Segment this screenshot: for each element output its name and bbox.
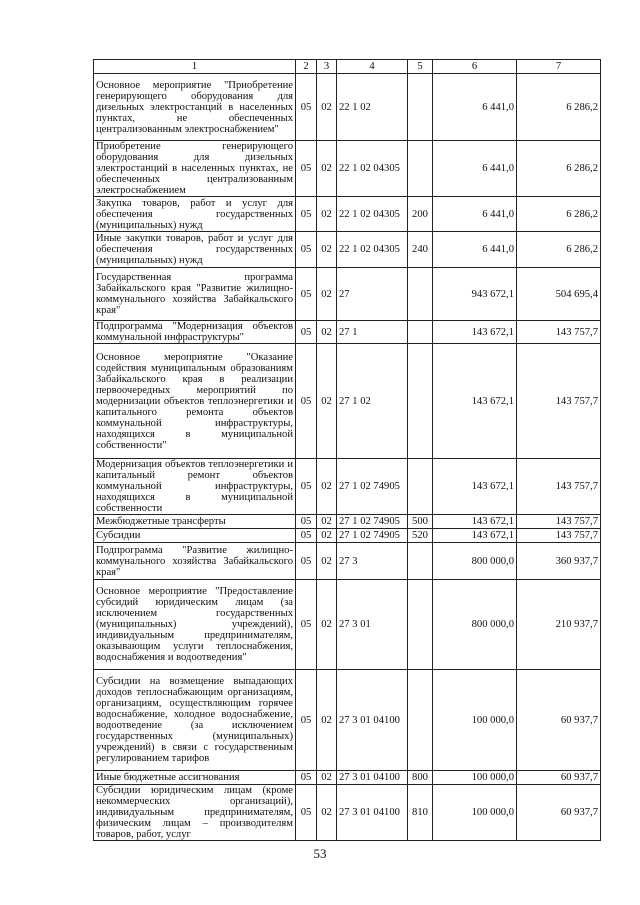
header-cell-rz: 2 — [296, 60, 317, 74]
row-amount2-cell: 6 286,2 — [517, 232, 601, 268]
row-vr-cell — [408, 141, 433, 197]
row-pr-cell: 02 — [317, 543, 337, 580]
table-row — [94, 74, 601, 141]
row-vr-cell: 200 — [408, 197, 433, 232]
row-amount2-cell: 143 757,7 — [517, 344, 601, 459]
row-pr-cell: 02 — [317, 141, 337, 197]
row-amount1-cell: 143 672,1 — [433, 321, 517, 344]
row-cs-cell: 27 — [337, 268, 408, 321]
row-cs-cell: 27 3 — [337, 543, 408, 580]
row-cs-cell: 27 3 01 04100 — [337, 785, 408, 841]
table-row — [94, 771, 601, 785]
row-amount1-cell: 100 000,0 — [433, 785, 517, 841]
row-pr-cell: 02 — [317, 785, 337, 841]
row-amount2-cell: 143 757,7 — [517, 321, 601, 344]
row-amount1-cell: 100 000,0 — [433, 670, 517, 771]
row-amount2-cell: 6 286,2 — [517, 197, 601, 232]
row-amount2-cell: 60 937,7 — [517, 785, 601, 841]
row-amount1-cell: 100 000,0 — [433, 771, 517, 785]
header-row — [94, 60, 601, 74]
row-vr-cell: 800 — [408, 771, 433, 785]
row-rz-cell: 05 — [296, 268, 317, 321]
table-row — [94, 141, 601, 197]
table-row — [94, 580, 601, 670]
row-amount1-cell: 143 672,1 — [433, 515, 517, 529]
row-pr-cell: 02 — [317, 771, 337, 785]
row-cs-cell: 27 1 — [337, 321, 408, 344]
table-row — [94, 515, 601, 529]
row-vr-cell: 500 — [408, 515, 433, 529]
row-rz-cell: 05 — [296, 232, 317, 268]
row-name-cell: Подпрограмма "Модернизация объектов коммунальной инфраструктуры" — [94, 321, 296, 344]
row-vr-cell: 810 — [408, 785, 433, 841]
row-name-cell: Подпрограмма "Развитие жилищно-коммунального хозяйства Забайкальского края" — [94, 543, 296, 580]
row-cs-cell: 22 1 02 — [337, 74, 408, 141]
row-amount1-cell: 143 672,1 — [433, 459, 517, 515]
table-row — [94, 268, 601, 321]
row-pr-cell: 02 — [317, 670, 337, 771]
row-amount1-cell: 6 441,0 — [433, 232, 517, 268]
table-row — [94, 670, 601, 771]
row-cs-cell: 27 3 01 — [337, 580, 408, 670]
row-rz-cell: 05 — [296, 141, 317, 197]
row-amount1-cell: 800 000,0 — [433, 543, 517, 580]
row-rz-cell: 05 — [296, 785, 317, 841]
row-amount2-cell: 504 695,4 — [517, 268, 601, 321]
row-rz-cell: 05 — [296, 771, 317, 785]
page-number: 53 — [313, 846, 327, 861]
row-amount1-cell: 6 441,0 — [433, 141, 517, 197]
budget-table — [93, 59, 601, 841]
row-cs-cell: 22 1 02 04305 — [337, 141, 408, 197]
row-vr-cell — [408, 543, 433, 580]
row-cs-cell: 27 1 02 74905 — [337, 459, 408, 515]
header-cell-vr: 5 — [408, 60, 433, 74]
row-vr-cell — [408, 580, 433, 670]
row-cs-cell: 27 1 02 — [337, 344, 408, 459]
row-vr-cell — [408, 670, 433, 771]
row-pr-cell: 02 — [317, 268, 337, 321]
row-pr-cell: 02 — [317, 580, 337, 670]
table-row — [94, 459, 601, 515]
row-rz-cell: 05 — [296, 459, 317, 515]
row-amount2-cell: 6 286,2 — [517, 141, 601, 197]
row-amount1-cell: 143 672,1 — [433, 344, 517, 459]
row-cs-cell: 22 1 02 04305 — [337, 197, 408, 232]
row-amount2-cell: 60 937,7 — [517, 670, 601, 771]
row-cs-cell: 22 1 02 04305 — [337, 232, 408, 268]
row-name-cell: Иные бюджетные ассигнования — [94, 771, 296, 785]
table-row — [94, 543, 601, 580]
row-name-cell: Государственная программа Забайкальского края "Развитие жилищно-коммунального хозяйства Забайкальского края" — [94, 268, 296, 321]
row-pr-cell: 02 — [317, 515, 337, 529]
table-row — [94, 344, 601, 459]
row-name-cell: Межбюджетные трансферты — [94, 515, 296, 529]
row-pr-cell: 02 — [317, 197, 337, 232]
row-name-cell: Иные закупки товаров, работ и услуг для обеспечения государственных (муниципальных) нужд — [94, 232, 296, 268]
row-name-cell: Основное мероприятие "Предоставление субсидий юридическим лицам (за исключением государственных (муниципальных) учреждений), индивидуальным предпринимателям, оказывающим услуги теплоснабжения, водоснабжения и водоотведения" — [94, 580, 296, 670]
row-vr-cell — [408, 459, 433, 515]
row-amount2-cell: 210 937,7 — [517, 580, 601, 670]
row-cs-cell: 27 3 01 04100 — [337, 670, 408, 771]
header-cell-name: 1 — [94, 60, 296, 74]
row-amount2-cell: 143 757,7 — [517, 515, 601, 529]
header-cell-amount1: 6 — [433, 60, 517, 74]
row-name-cell: Субсидии юридическим лицам (кроме некоммерческих организаций), индивидуальным предпринимателям, физическим лицам – производителям товаров, работ, услуг — [94, 785, 296, 841]
row-rz-cell: 05 — [296, 344, 317, 459]
row-cs-cell: 27 1 02 74905 — [337, 515, 408, 529]
row-rz-cell: 05 — [296, 529, 317, 543]
row-amount1-cell: 6 441,0 — [433, 74, 517, 141]
row-name-cell: Основное мероприятие "Оказание содействия муниципальным образованиям Забайкальского края в реализации первоочередных мероприятий по модернизации объектов теплоэнергетики и капитального ремонта объектов коммунальной инфраструктуры, находящихся в муниципальной собственности" — [94, 344, 296, 459]
row-amount2-cell: 60 937,7 — [517, 771, 601, 785]
row-pr-cell: 02 — [317, 232, 337, 268]
table-row — [94, 529, 601, 543]
row-rz-cell: 05 — [296, 321, 317, 344]
row-pr-cell: 02 — [317, 321, 337, 344]
row-cs-cell: 27 1 02 74905 — [337, 529, 408, 543]
row-name-cell: Приобретение генерирующего оборудования для дизельных электростанций в населенных пунктах, не обеспеченных централизованным электроснабжением — [94, 141, 296, 197]
row-vr-cell — [408, 268, 433, 321]
row-amount2-cell: 143 757,7 — [517, 529, 601, 543]
table-row — [94, 785, 601, 841]
row-amount1-cell: 6 441,0 — [433, 197, 517, 232]
row-pr-cell: 02 — [317, 344, 337, 459]
header-cell-cs: 4 — [337, 60, 408, 74]
row-rz-cell: 05 — [296, 670, 317, 771]
row-name-cell: Субсидии на возмещение выпадающих доходов теплоснабжающим организациям, организациям, осуществляющим горячее водоснабжение, холодное водоснабжение, водоотведение (за исключением государственных (муниципальных) учреждений) в связи с государственным регулированием тарифов — [94, 670, 296, 771]
row-amount1-cell: 943 672,1 — [433, 268, 517, 321]
header-cell-pr: 3 — [317, 60, 337, 74]
row-pr-cell: 02 — [317, 529, 337, 543]
row-amount2-cell: 143 757,7 — [517, 459, 601, 515]
row-pr-cell: 02 — [317, 74, 337, 141]
header-cell-amount2: 7 — [517, 60, 601, 74]
row-amount1-cell: 143 672,1 — [433, 529, 517, 543]
row-vr-cell — [408, 321, 433, 344]
row-pr-cell: 02 — [317, 459, 337, 515]
row-name-cell: Субсидии — [94, 529, 296, 543]
row-vr-cell — [408, 74, 433, 141]
row-rz-cell: 05 — [296, 543, 317, 580]
row-rz-cell: 05 — [296, 197, 317, 232]
row-vr-cell: 240 — [408, 232, 433, 268]
row-name-cell: Основное мероприятие "Приобретение генерирующего оборудования для дизельных электростанций в населенных пунктах, не обеспеченных централизованным электроснабжением" — [94, 74, 296, 141]
row-rz-cell: 05 — [296, 515, 317, 529]
row-amount1-cell: 800 000,0 — [433, 580, 517, 670]
row-amount2-cell: 360 937,7 — [517, 543, 601, 580]
row-vr-cell: 520 — [408, 529, 433, 543]
row-amount2-cell: 6 286,2 — [517, 74, 601, 141]
row-rz-cell: 05 — [296, 580, 317, 670]
row-name-cell: Закупка товаров, работ и услуг для обеспечения государственных (муниципальных) нужд — [94, 197, 296, 232]
table-row — [94, 232, 601, 268]
row-cs-cell: 27 3 01 04100 — [337, 771, 408, 785]
table-row — [94, 197, 601, 232]
row-rz-cell: 05 — [296, 74, 317, 141]
row-vr-cell — [408, 344, 433, 459]
table-row — [94, 321, 601, 344]
row-name-cell: Модернизация объектов теплоэнергетики и капитальный ремонт объектов коммунальной инфраструктуры, находящихся в муниципальной собственности — [94, 459, 296, 515]
